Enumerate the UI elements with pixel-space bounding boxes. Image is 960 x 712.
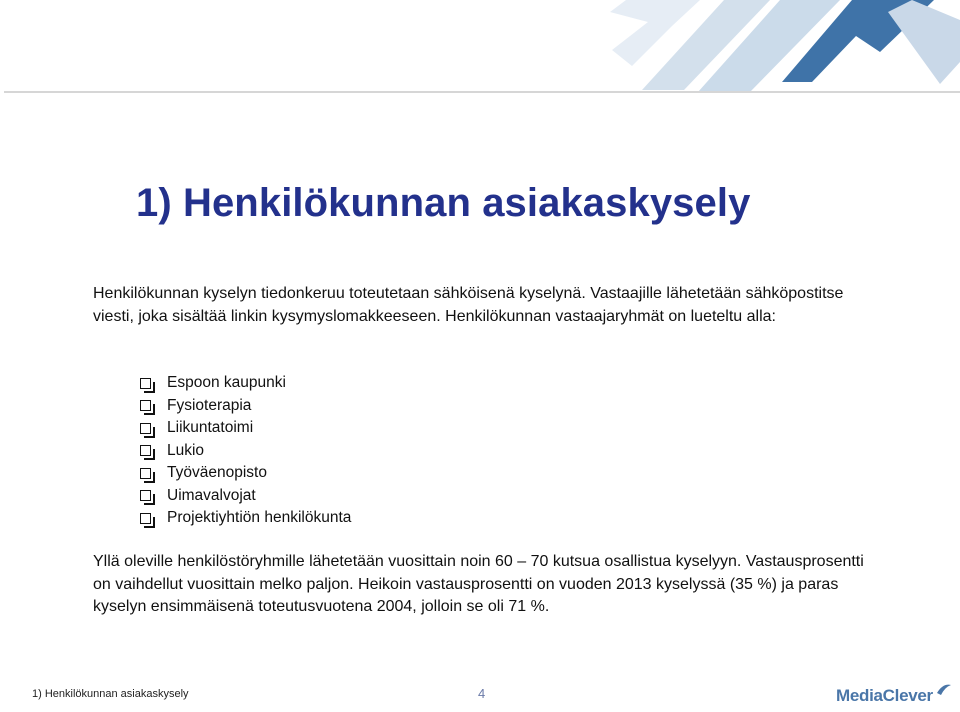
checkbox-icon <box>140 378 151 389</box>
list-item: Työväenopisto <box>140 462 351 485</box>
respondent-group-list <box>140 372 351 530</box>
logo-text: MediaClever <box>836 686 933 705</box>
list-item: Fysioterapia <box>140 395 351 418</box>
intro-paragraph: Henkilökunnan kyselyn tiedonkeruu toteutetaan sähköisenä kyselynä. Vastaajille lähetetään sähköpostitse viesti, joka sisältää linkin kysymyslomakkeeseen. Henkilökunnan vastaajaryhmät on lueteltu alla: <box>93 285 844 325</box>
page-number: 4 <box>478 686 486 701</box>
header-decoration <box>0 0 960 100</box>
list-item: Espoon kaupunki <box>140 372 351 395</box>
list-item: Lukio <box>140 440 351 463</box>
logo-swoosh-icon <box>935 681 953 699</box>
checkbox-icon <box>140 513 151 524</box>
slide-title: 1) Henkilökunnan asiakaskysely <box>136 181 751 225</box>
list-item: Uimavalvojat <box>140 485 351 508</box>
list-item: Liikuntatoimi <box>140 417 351 440</box>
checkbox-icon <box>140 490 151 501</box>
checkbox-icon <box>140 400 151 411</box>
summary-paragraph: Yllä oleville henkilöstöryhmille lähetetään vuosittain noin 60 – 70 kutsua osallistua kyselyyn. Vastausprosentti on vaihdellut vuosittain melko paljon. Heikoin vastausprosentti on vuoden 2013 kyselyssä (35 %) ja paras kyselyn ensimmäisenä toteutusvuotena 2004, jolloin se oli 71 %. <box>93 553 864 615</box>
header-divider <box>4 91 960 93</box>
checkbox-icon <box>140 423 151 434</box>
list-item: Projektiyhtiön henkilökunta <box>140 507 351 530</box>
mediaclever-logo <box>836 681 953 706</box>
checkbox-icon <box>140 445 151 456</box>
footer-title: 1) Henkilökunnan asiakaskysely <box>32 688 189 700</box>
checkbox-icon <box>140 468 151 479</box>
